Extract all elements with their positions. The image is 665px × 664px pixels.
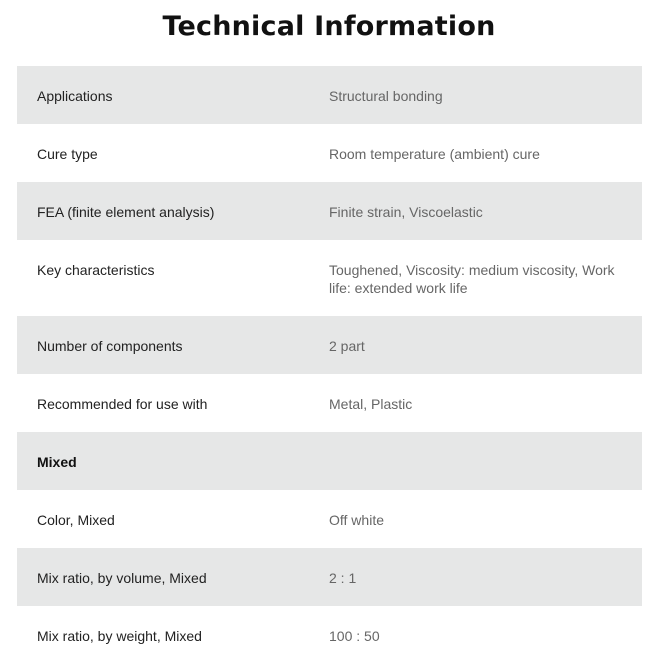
row-label: Cure type	[37, 146, 98, 162]
row-value: Structural bonding	[329, 88, 443, 104]
table-section-mixed	[17, 432, 642, 490]
row-value: Off white	[329, 512, 384, 528]
row-value: 2 : 1	[329, 570, 357, 586]
table-row-cure-type	[17, 124, 642, 182]
row-value: 100 : 50	[329, 628, 380, 644]
row-value: Metal, Plastic	[329, 396, 413, 412]
table-row-key-characteristics	[17, 240, 642, 316]
row-label: Applications	[37, 88, 113, 104]
table-row-color-mixed	[17, 490, 642, 548]
row-value: Finite strain, Viscoelastic	[329, 204, 483, 220]
row-value: Toughened, Viscosity: medium viscosity, Work life: extended work life	[329, 262, 615, 296]
table-row-applications	[17, 66, 642, 124]
section-heading: Mixed	[37, 454, 77, 470]
row-label: FEA (finite element analysis)	[37, 204, 215, 220]
row-label: Number of components	[37, 338, 183, 354]
row-label: Recommended for use with	[37, 396, 208, 412]
table-row-mix-ratio-weight	[17, 606, 642, 664]
table-row-number-of-components	[17, 316, 642, 374]
row-label: Mix ratio, by weight, Mixed	[37, 628, 202, 644]
row-label: Mix ratio, by volume, Mixed	[37, 570, 207, 586]
row-value: 2 part	[329, 338, 365, 354]
table-row-mix-ratio-volume	[17, 548, 642, 606]
page-title: Technical Information	[162, 11, 496, 42]
technical-info-table	[17, 66, 642, 664]
row-value: Room temperature (ambient) cure	[329, 146, 540, 162]
row-label: Color, Mixed	[37, 512, 115, 528]
row-label: Key characteristics	[37, 262, 155, 278]
table-row-recommended-for-use-with	[17, 374, 642, 432]
table-row-fea	[17, 182, 642, 240]
